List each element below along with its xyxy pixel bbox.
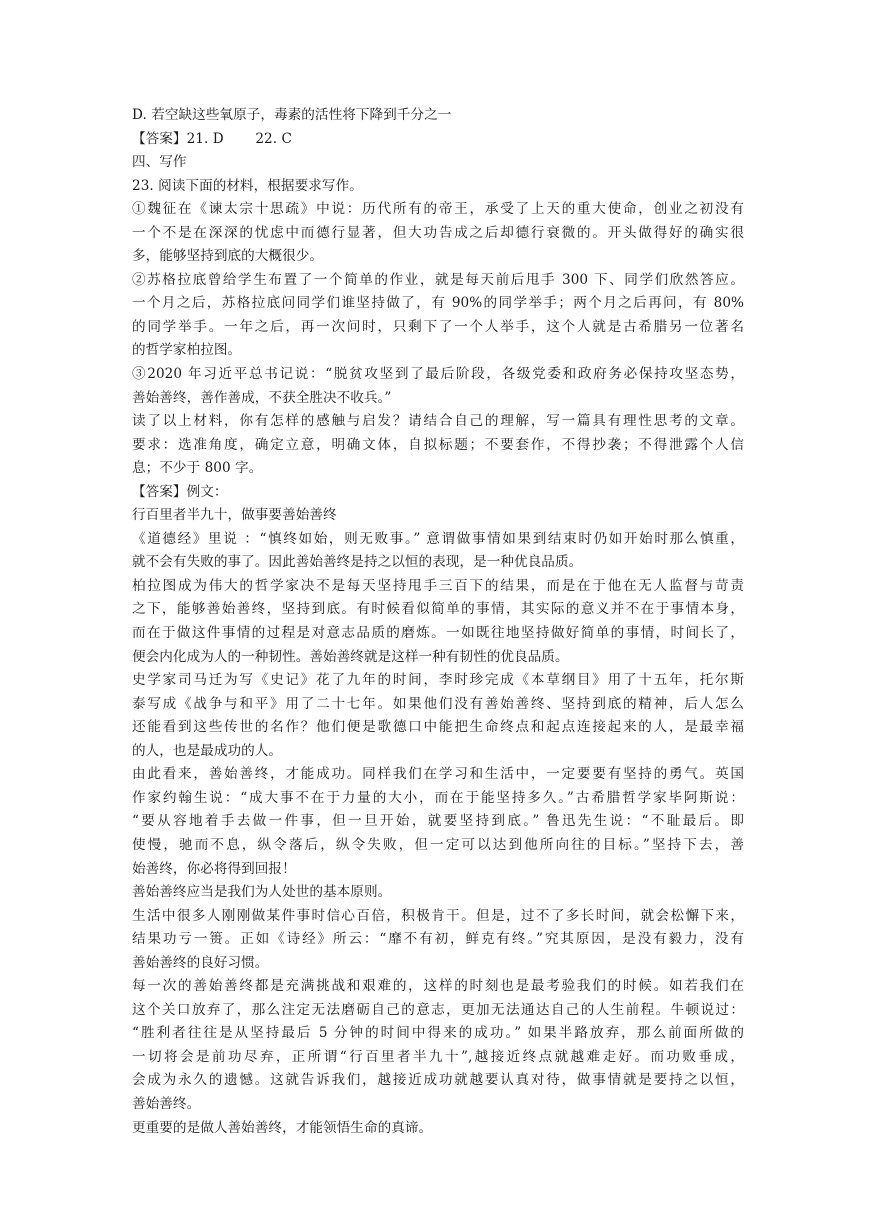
text-line: 四、写作: [132, 154, 187, 171]
text-line: 【答案】例文：: [132, 483, 228, 500]
text-line: 的人，也是最成功的人。: [132, 742, 283, 759]
text-line: 的哲学家柏拉图。: [132, 342, 242, 359]
text-line: 泰写成《战争与和平》用了二十七年。如果他们没有善始善终、坚持到底的精神，后人怎么: [132, 695, 744, 712]
text-line: 每一次的善始善终都是充满挑战和艰难的，这样的时刻也是最考验我们的时候。如若我们在: [132, 978, 744, 995]
text-line: 善始善终应当是我们为人处世的基本原则。: [132, 884, 392, 901]
text-line: 【答案】21. D 22. C: [132, 130, 292, 147]
text-line: 的同学举手。一年之后，再一次问时，只剩下了一个人举手，这个人就是古希腊另一位著名: [132, 318, 744, 335]
text-line: 柏拉图成为伟大的哲学家决不是每天坚持甩手三百下的结果，而是在于他在无人监督与苛责: [132, 577, 744, 594]
text-line: 作家约翰生说：“成大事不在于力量的大小，而在于能坚持多久。”古希腊哲学家毕阿斯说：: [132, 789, 744, 806]
text-line: 善始善终，善作善成，不获全胜决不收兵。”: [132, 389, 392, 406]
text-line: 生活中很多人刚刚做某件事时信心百倍，积极肯干。但是，过不了多长时间，就会松懈下来，: [132, 907, 744, 924]
text-line: 善始善终的良好习惯。: [132, 954, 269, 971]
text-line: 会成为永久的遗憾。这就告诉我们，越接近成功就越要认真对待，做事情就是要持之以恒，: [132, 1072, 744, 1089]
text-line: 要求：选准角度，确定立意，明确文体，自拟标题；不要套作，不得抄袭；不得泄露个人信: [132, 436, 744, 453]
text-line: ①魏征在《谏太宗十思疏》中说：历代所有的帝王，承受了上天的重大使命，创业之初没有: [132, 201, 744, 218]
text-line: 始善终，你必将得到回报！: [132, 860, 296, 877]
text-line: 使慢，驰而不息，纵令落后，纵令失败，但一定可以达到他所向往的目标。”坚持下去，善: [132, 836, 744, 853]
text-line: 行百里者半九十，做事要善始善终: [132, 507, 337, 524]
text-line: 23. 阅读下面的材料，根据要求写作。: [132, 177, 363, 194]
text-line: ③2020 年习近平总书记说：“脱贫攻坚到了最后阶段，各级党委和政府务必保持攻坚态势，: [132, 366, 744, 383]
text-line: “要从容地着手去做一件事，但一旦开始，就要坚持到底。” 鲁迅先生说：“不耻最后。即: [132, 813, 744, 830]
text-line: 便会内化成为人的一种韧性。善始善终就是这样一种有韧性的优良品质。: [132, 648, 569, 665]
text-line: 《道德经》里说 ：“慎终如始，则无败事。” 意谓做事情如果到结束时仍如开始时那么慎重，: [132, 530, 744, 547]
text-line: 这个关口放弃了，那么注定无法磨砺自己的意志，更加无法通达自己的人生前程。牛顿说过：: [132, 1001, 744, 1018]
text-line: 一个月之后，苏格拉底问同学们谁坚持做了，有 90%的同学举手；两个月之后再问，有 80%: [132, 295, 744, 312]
text-line: 就不会有失败的事了。因此善始善终是持之以恒的表现，是一种优良品质。: [132, 554, 583, 571]
text-line: 息；不少于 800 字。: [132, 460, 263, 477]
text-line: 由此看来，善始善终，才能成功。同样我们在学习和生活中，一定要要有坚持的勇气。英国: [132, 766, 744, 783]
text-line: 更重要的是做人善始善终，才能领悟生命的真谛。: [132, 1119, 433, 1136]
text-line: 史学家司马迁为写《史记》花了九年的时间，李时珍完成《本草纲目》用了十五年，托尔斯: [132, 672, 744, 689]
text-line: D. 若空缺这些氧原子，毒素的活性将下降到千分之一: [132, 107, 452, 123]
document-body: [132, 104, 744, 1140]
text-line: 善始善终。: [132, 1095, 201, 1112]
text-line: 多，能够坚持到底的大概很少。: [132, 248, 324, 265]
text-line: 而在于做这件事情的过程是对意志品质的磨炼。一如既往地坚持做好简单的事情，时间长了，: [132, 625, 744, 642]
text-line: 读了以上材料，你有怎样的感触与启发？请结合自己的理解，写一篇具有理性思考的文章。: [132, 413, 744, 430]
text-line: 之下，能够善始善终，坚持到底。有时候看似简单的事情，其实际的意义并不在于事情本身，: [132, 601, 744, 618]
text-line: 结果功亏一篑。正如《诗经》所云：“靡不有初，鲜克有终。”究其原因，是没有毅力，没有: [132, 931, 744, 948]
text-line: “胜利者往往是从坚持最后 5 分钟的时间中得来的成功。” 如果半路放弃，那么前面所做的: [132, 1025, 744, 1042]
text-line: 一个不是在深深的忧虑中而德行显著，但大功告成之后却德行衰微的。开头做得好的确实很: [132, 224, 744, 241]
text-line: 一切将会是前功尽弃，正所谓“行百里者半九十”,越接近终点就越难走好。而功败垂成，: [132, 1048, 744, 1065]
text-line: 还能看到这些传世的名作？他们便是歌德口中能把生命终点和起点连接起来的人，是最幸福: [132, 719, 744, 736]
text-line: ②苏格拉底曾给学生布置了一个简单的作业，就是每天前后甩手 300 下、同学们欣然答应。: [132, 271, 744, 288]
